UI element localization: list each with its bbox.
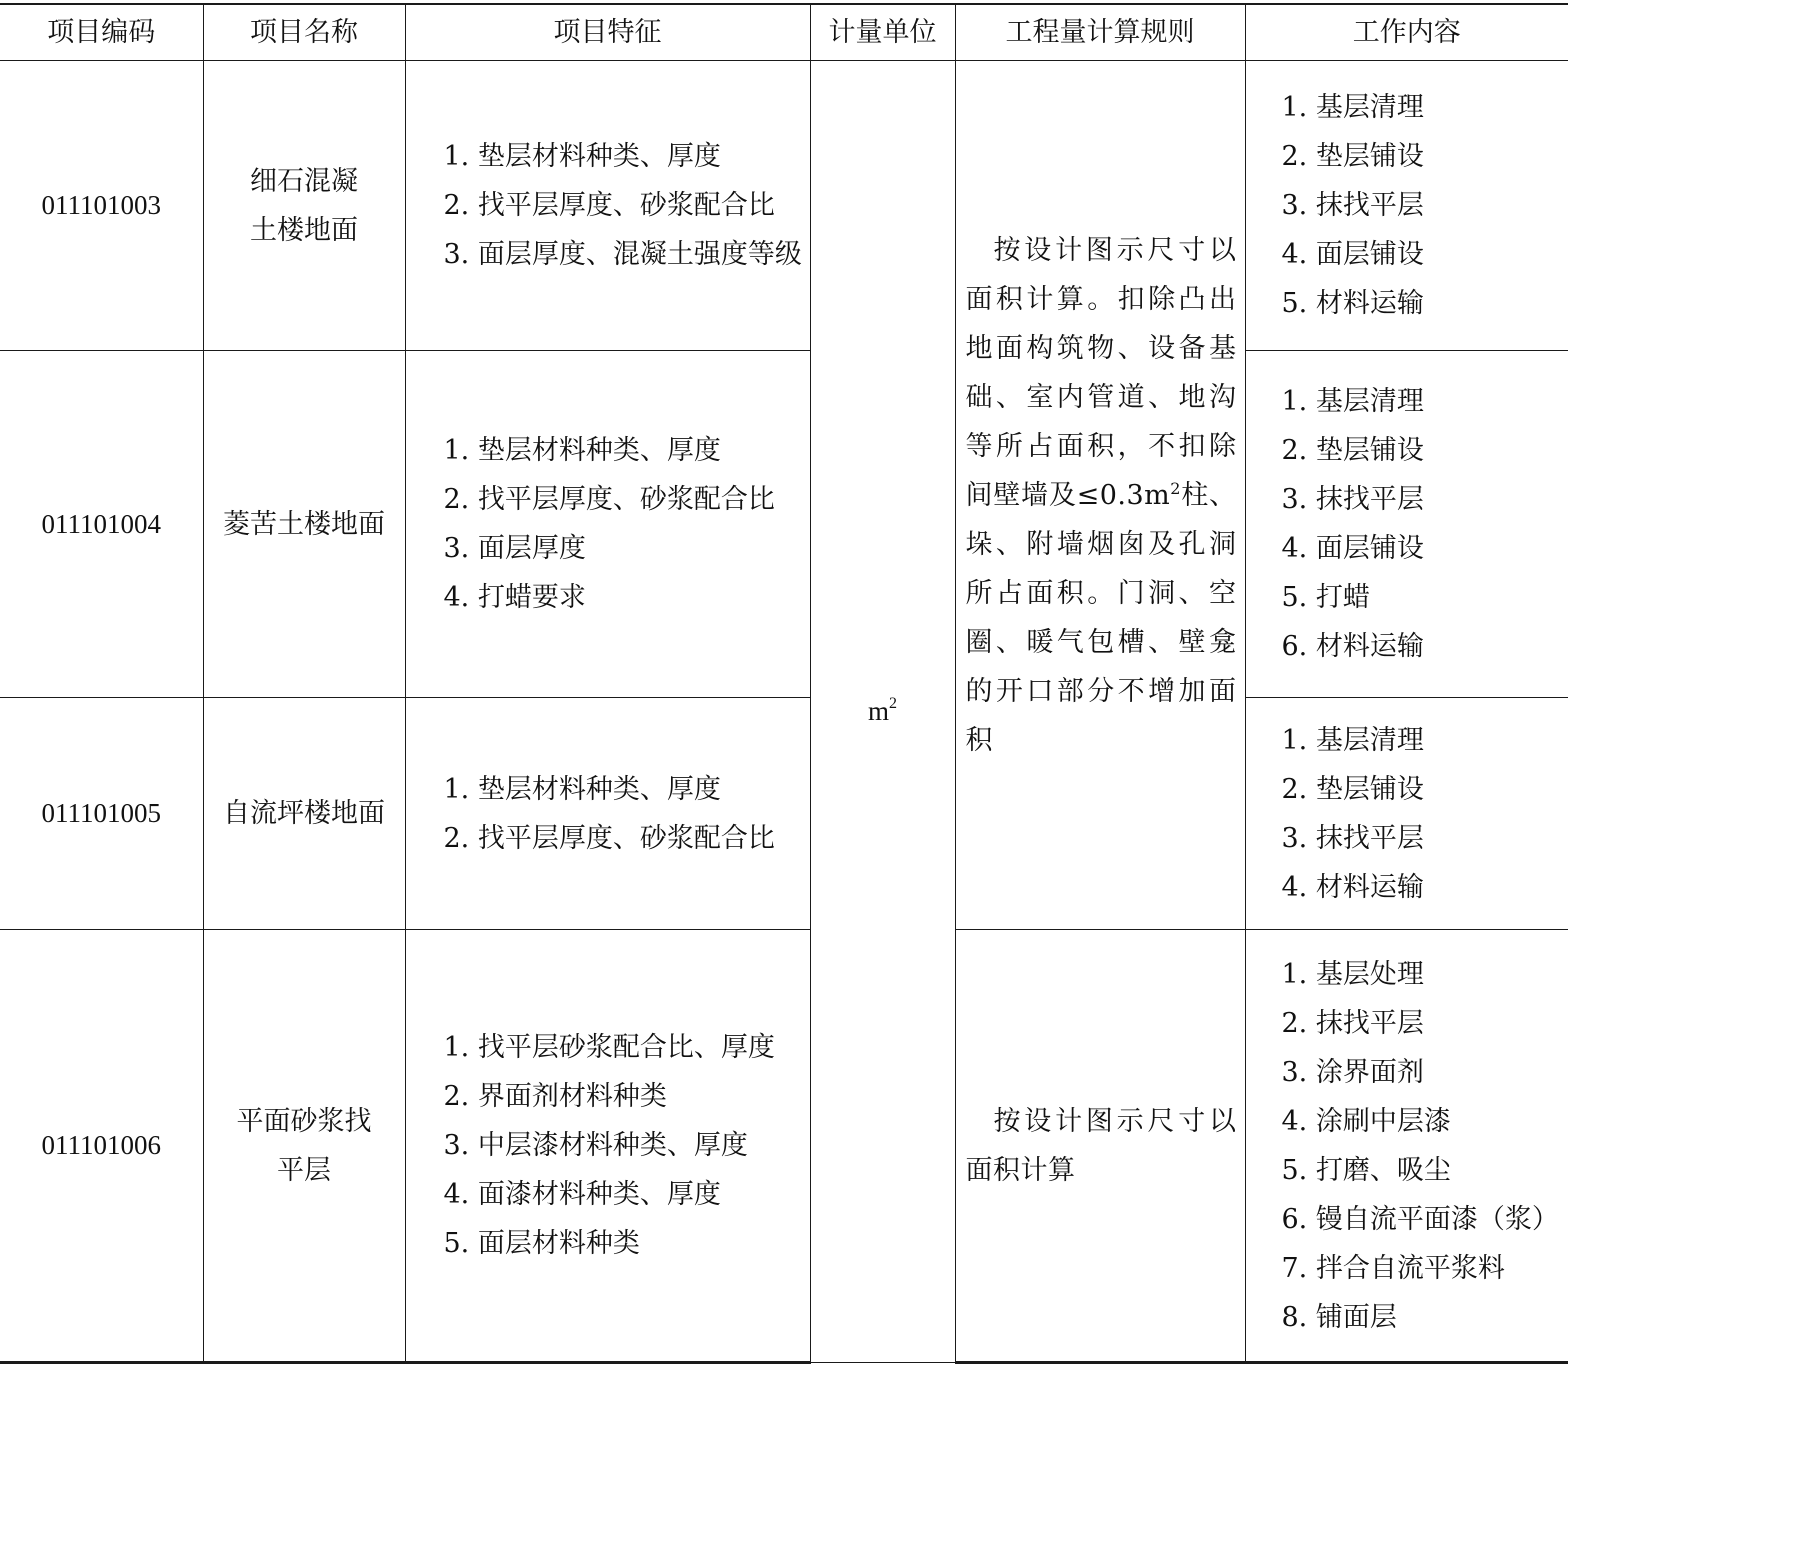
work-line: 2. 垫层铺设 [1281,141,1424,172]
item-name [203,930,405,1363]
unit-sup: 2 [889,695,897,712]
feature-line: 5. 面层材料种类 [443,1228,640,1259]
work-line: 4. 面层铺设 [1281,533,1424,564]
item-code: 011101003 [0,61,203,351]
work-line: 7. 拌合自流平浆料 [1281,1252,1505,1284]
work-line: 4. 面层铺设 [1281,239,1424,270]
feature-line: 3. 面层厚度 [443,533,586,564]
header-unit: 计量单位 [810,4,955,61]
item-code: 011101004 [0,351,203,698]
work-line: 1. 基层清理 [1281,386,1424,417]
work-line: 1. 基层清理 [1281,92,1424,123]
work-line: 2. 抹找平层 [1281,1007,1424,1039]
work-content [1245,351,1568,698]
work-content [1245,698,1568,930]
feature-line: 4. 打蜡要求 [443,582,586,613]
quantity-rule [955,61,1245,930]
bill-of-quantities-table [0,3,1568,1364]
feature-line: 1. 垫层材料种类、厚度 [443,435,721,466]
work-line: 8. 铺面层 [1281,1301,1397,1333]
work-line: 1. 基层处理 [1281,958,1424,990]
item-name-line: 土楼地面 [250,214,358,246]
feature-line: 3. 中层漆材料种类、厚度 [443,1130,748,1161]
item-code: 011101006 [0,930,203,1363]
item-features [405,61,810,351]
feature-line: 4. 面漆材料种类、厚度 [443,1179,721,1210]
item-name [203,61,405,351]
work-line: 3. 抹找平层 [1281,190,1424,221]
work-line: 1. 基层清理 [1281,724,1424,756]
header-quantity-rule: 工程量计算规则 [955,4,1245,61]
work-content [1245,930,1568,1363]
unit-base: m [867,696,889,726]
table-row [0,351,1568,698]
feature-line: 1. 垫层材料种类、厚度 [443,773,721,805]
work-line: 6. 材料运输 [1281,631,1424,662]
table-row [0,698,1568,930]
item-name-line: 平面砂浆找 [236,1105,372,1137]
work-line: 3. 涂界面剂 [1281,1056,1424,1088]
work-line: 2. 垫层铺设 [1281,773,1424,805]
work-line: 4. 材料运输 [1281,871,1424,903]
work-line: 5. 打磨、吸尘 [1281,1154,1451,1186]
header-item-name: 项目名称 [203,4,405,61]
feature-line: 2. 找平层厚度、砂浆配合比 [443,190,775,221]
item-features [405,930,810,1363]
feature-line: 1. 垫层材料种类、厚度 [443,141,721,172]
feature-line: 2. 找平层厚度、砂浆配合比 [443,484,775,515]
work-line: 4. 涂刷中层漆 [1281,1105,1451,1137]
header-work-content: 工作内容 [1245,4,1568,61]
work-line: 5. 打蜡 [1281,582,1370,613]
item-name-line: 平层 [277,1154,331,1186]
rule-text: 按设计图示尺寸以面积计算 [965,1105,1237,1186]
item-code: 011101005 [0,698,203,930]
feature-line: 3. 面层厚度、混凝土强度等级 [443,239,802,270]
table-row [0,61,1568,351]
table-row [0,930,1568,1363]
item-name-line: 细石混凝 [250,165,358,197]
work-line: 6. 镘自流平面漆（浆） [1281,1203,1559,1235]
item-name-line: 自流坪楼地面 [223,798,385,829]
work-line: 3. 抹找平层 [1281,822,1424,854]
feature-line: 2. 找平层厚度、砂浆配合比 [443,822,775,854]
work-line: 3. 抹找平层 [1281,484,1424,515]
item-name [203,698,405,930]
rule-text-continued: 柱、垛、附墙烟囱及孔洞所占面积。门洞、空圈、暖气包槽、壁龛的开口部分不增加面积 [965,479,1237,756]
work-line: 5. 材料运输 [1281,288,1424,319]
rule-text: 按设计图示尺寸以面积计算。扣除凸出地面构筑物、设备基础、室内管道、地沟等所占面积，不扣除间壁墙及≤0.3m [965,234,1237,511]
item-features [405,698,810,930]
work-line: 2. 垫层铺设 [1281,435,1424,466]
header-item-features: 项目特征 [405,4,810,61]
feature-line: 2. 界面剂材料种类 [443,1081,667,1112]
work-content [1245,61,1568,351]
item-name [203,351,405,698]
unit-cell [810,61,955,1363]
feature-line: 1. 找平层砂浆配合比、厚度 [443,1032,775,1063]
rule-sup: 2 [1170,478,1181,498]
table-header-row [0,4,1568,61]
quantity-rule [955,930,1245,1363]
item-features [405,351,810,698]
header-item-code: 项目编码 [0,4,203,61]
item-name-line: 菱苦土楼地面 [223,508,385,540]
